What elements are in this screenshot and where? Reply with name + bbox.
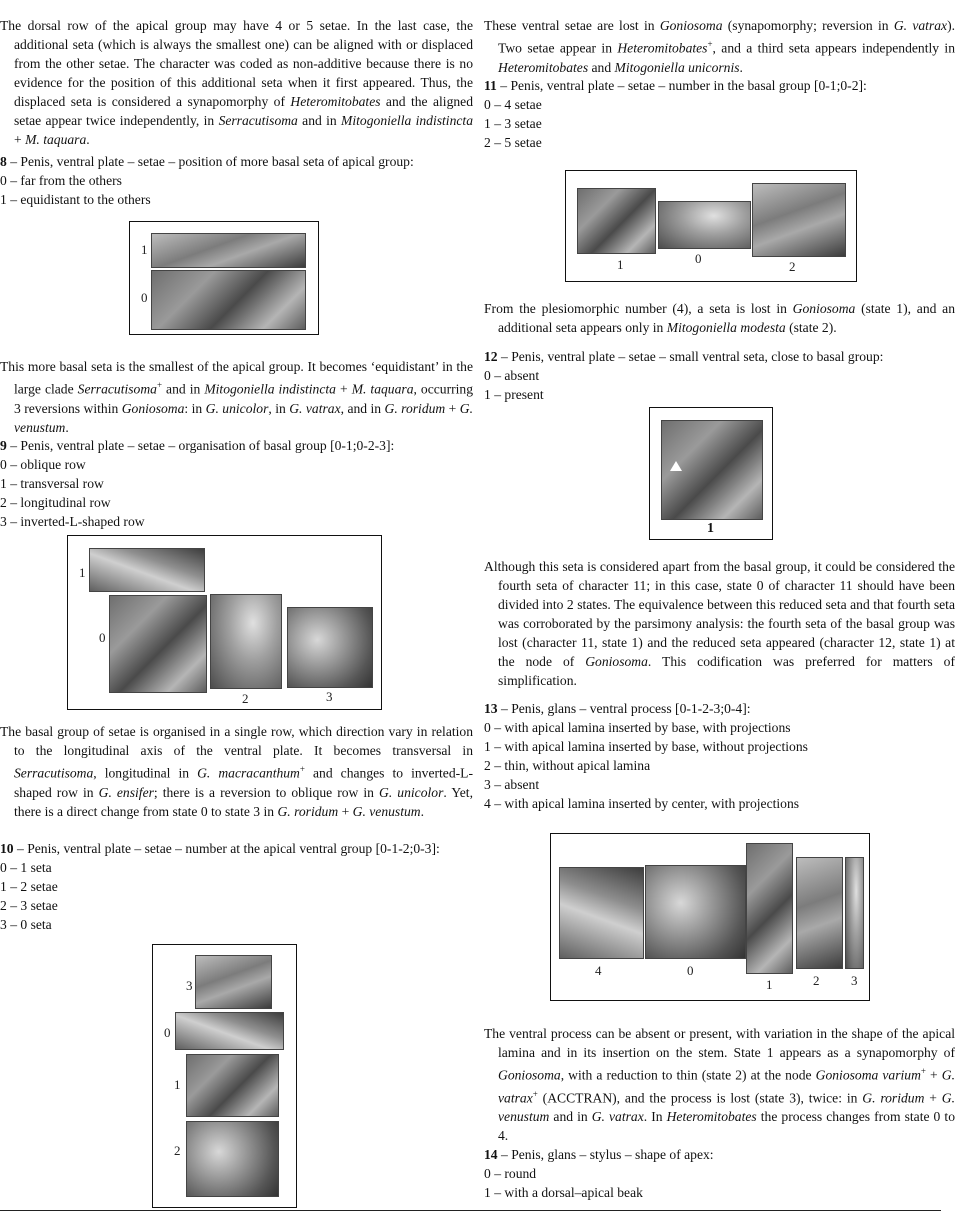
figure-label: 1 bbox=[141, 242, 148, 257]
superscript: + bbox=[532, 1088, 538, 1099]
text-run: and in bbox=[549, 1109, 592, 1125]
italic-text: Serracutisoma bbox=[14, 765, 94, 781]
text-run: ). Two setae appear in bbox=[498, 18, 955, 56]
figure-label: 1 bbox=[79, 565, 86, 580]
italic-text: M. taquara bbox=[25, 132, 87, 147]
figure-label: 3 bbox=[326, 689, 333, 704]
state-2: 2 – thin, without apical lamina bbox=[484, 758, 651, 773]
state-4: 4 – with apical lamina inserted by center, with projections bbox=[484, 796, 800, 811]
figure-character-13 bbox=[550, 833, 870, 1001]
intro-paragraph-right bbox=[484, 16, 955, 77]
character-9 bbox=[0, 436, 459, 531]
text-run: and in bbox=[297, 113, 342, 128]
figure-label: 1 bbox=[174, 1077, 181, 1092]
sem-photo bbox=[186, 1054, 279, 1117]
superscript: + bbox=[920, 1066, 926, 1076]
sem-photo bbox=[658, 201, 751, 249]
italic-text: Heteromitobates bbox=[290, 94, 381, 109]
figure-label: 2 bbox=[813, 973, 820, 988]
italic-text: Goniosoma bbox=[585, 654, 648, 669]
italic-text: G. unicolor bbox=[205, 400, 269, 416]
text-run: + bbox=[335, 381, 352, 397]
text-run: (state 2). bbox=[785, 320, 837, 335]
sem-photo bbox=[845, 857, 864, 969]
sem-photo bbox=[186, 1121, 279, 1197]
text-run: The basal group of setae is organised in a single row, which direction vary in relation to the longitudinal axis of the ventral plate. It becomes transversal in bbox=[0, 724, 473, 758]
state-2: 2 – 3 setae bbox=[0, 898, 58, 913]
text-run: and changes to inverted-L-shaped row in bbox=[14, 765, 473, 800]
italic-text: Goniosoma varium bbox=[815, 1067, 921, 1083]
sem-photo bbox=[151, 233, 306, 268]
text-run: (ACCTRAN), and the process is lost (state 3), twice: in bbox=[537, 1090, 863, 1106]
character-14 bbox=[484, 1145, 941, 1202]
figure-label: 2 bbox=[174, 1143, 181, 1158]
text-run: . In bbox=[643, 1109, 667, 1125]
discussion-character-9 bbox=[0, 722, 473, 821]
text-run: These ventral setae are lost in bbox=[484, 18, 660, 33]
sem-photo bbox=[752, 183, 846, 257]
sem-photo bbox=[746, 843, 793, 974]
italic-text: G. vatrax bbox=[591, 1109, 644, 1125]
figure-character-11 bbox=[565, 170, 857, 282]
character-number: 11 bbox=[484, 78, 497, 93]
state-0: 0 – absent bbox=[484, 368, 540, 383]
figure-label: 0 bbox=[695, 251, 702, 266]
text-run: + bbox=[14, 132, 26, 147]
figure-character-9 bbox=[67, 535, 382, 710]
state-1: 1 – present bbox=[484, 387, 544, 402]
sem-photo bbox=[89, 548, 205, 592]
character-8 bbox=[0, 152, 459, 209]
state-0: 0 – with apical lamina inserted by base, with projections bbox=[484, 720, 791, 735]
text-run: + bbox=[445, 400, 460, 416]
sem-photo bbox=[151, 270, 306, 330]
state-0: 0 – 1 seta bbox=[0, 860, 52, 875]
text-run: the process changes from state 0 to 4. bbox=[498, 1109, 955, 1144]
italic-text: M. taquara bbox=[351, 381, 414, 397]
text-run: . bbox=[420, 803, 425, 819]
italic-text: G. unicolor bbox=[379, 784, 444, 800]
sem-photo bbox=[287, 607, 373, 688]
arrow-icon bbox=[670, 461, 682, 471]
text-run: , in bbox=[268, 400, 290, 416]
text-run: The dorsal row of the apical group may have 4 or 5 setae. In the last case, the additional seta (which is always the smallest one) can be aligned with or displaced from the other setae. The character was coded as non-additive because there is no evidence for the position of this additional seta when it first appeared. Thus, the displaced seta is considered a synapomorphy of bbox=[0, 18, 473, 109]
text-run: , with a reduction to thin (state 2) at the node bbox=[560, 1067, 816, 1083]
italic-text: Serracutisoma bbox=[77, 381, 157, 397]
text-run: ; there is a reversion to oblique row in bbox=[153, 784, 380, 800]
character-title: – Penis, ventral plate – setae – number in the basal group [0-1;0-2]: bbox=[496, 78, 867, 93]
text-run: . bbox=[86, 132, 90, 147]
figure-label: 3 bbox=[851, 973, 858, 988]
superscript: + bbox=[156, 380, 163, 390]
character-11 bbox=[484, 76, 941, 152]
figure-label: 0 bbox=[687, 963, 694, 978]
text-run: and the aligned setae appear twice independently, in bbox=[14, 94, 473, 128]
figure-character-10 bbox=[152, 944, 297, 1208]
text-run: . bbox=[739, 59, 743, 75]
character-number: 10 bbox=[0, 841, 14, 856]
character-title: – Penis, glans – ventral process [0-1-2-3;0-4]: bbox=[497, 701, 751, 716]
text-run: . This codification was preferred for matters of simplification. bbox=[498, 654, 955, 688]
character-title: – Penis, ventral plate – setae – position of more basal seta of apical group: bbox=[6, 154, 414, 169]
text-run: + bbox=[924, 1090, 942, 1106]
italic-text: Goniosoma bbox=[792, 301, 856, 316]
italic-text: Mitogoniella indistincta bbox=[341, 113, 473, 128]
sem-photo bbox=[661, 420, 763, 520]
italic-text: G. roridum bbox=[277, 803, 339, 819]
italic-text: G. venustum bbox=[14, 400, 474, 435]
italic-text: Mitogoniella modesta bbox=[666, 320, 786, 335]
figure-label: 1 bbox=[617, 257, 624, 272]
italic-text: Mitogoniella indistincta bbox=[204, 381, 336, 397]
state-1: 1 – with a dorsal–apical beak bbox=[484, 1185, 643, 1200]
sem-photo bbox=[109, 595, 207, 693]
text-run: and bbox=[588, 59, 615, 75]
figure-label: 2 bbox=[789, 259, 796, 274]
discussion-character-8 bbox=[0, 357, 473, 437]
figure-label: 1 bbox=[766, 977, 773, 992]
figure-character-8 bbox=[129, 221, 319, 335]
intro-paragraph-left bbox=[0, 16, 473, 149]
text-run: . bbox=[65, 419, 69, 435]
text-run: , longitudinal in bbox=[93, 765, 198, 781]
figure-label: 0 bbox=[141, 290, 148, 305]
character-number: 12 bbox=[484, 349, 498, 364]
character-title: – Penis, ventral plate – setae – small ventral seta, close to basal group: bbox=[497, 349, 884, 364]
text-run: Although this seta is considered apart from the basal group, it could be considered the fourth seta of character 11; in this case, state 0 of character 11 should have been divided into 2 states. The equivalence between this reduced seta and that fourth seta was corroborated by the parsimony analysis: the fourth seta of the basal group was lost (character 11, state 1) and the reduced seta appeared (character 12, state 1) at the node of bbox=[484, 559, 955, 669]
discussion-character-13 bbox=[484, 1024, 955, 1145]
italic-text: G. vatrax bbox=[498, 1067, 955, 1106]
figure-label: 1 bbox=[707, 521, 714, 536]
superscript: + bbox=[707, 39, 713, 49]
character-title: – Penis, ventral plate – setae – organisation of basal group [0-1;0-2-3]: bbox=[6, 438, 395, 453]
character-number: 9 bbox=[0, 438, 7, 453]
italic-text: G. ensifer bbox=[98, 784, 154, 800]
text-run: . Yet, there is a direct change from state 0 to state 3 in bbox=[14, 784, 473, 819]
state-0: 0 – 4 setae bbox=[484, 97, 542, 112]
italic-text: Heteromitobates bbox=[666, 1109, 757, 1125]
figure-label: 3 bbox=[186, 978, 193, 993]
character-number: 8 bbox=[0, 154, 7, 169]
state-2: 2 – 5 setae bbox=[484, 135, 542, 150]
state-3: 3 – absent bbox=[484, 777, 540, 792]
italic-text: Serracutisoma bbox=[218, 113, 298, 128]
text-run: , occurring 3 reversions within bbox=[14, 381, 473, 416]
italic-text: G. vatrax bbox=[893, 18, 948, 33]
sem-photo bbox=[577, 188, 656, 254]
state-0: 0 – far from the others bbox=[0, 173, 122, 188]
text-run: From the plesiomorphic number (4), a seta is lost in bbox=[484, 301, 793, 316]
text-run: + bbox=[925, 1067, 942, 1083]
italic-text: Mitogoniella unicornis bbox=[614, 59, 740, 75]
text-run: , and a third seta appears independently in bbox=[712, 40, 955, 56]
sem-photo bbox=[559, 867, 644, 959]
state-1: 1 – transversal row bbox=[0, 476, 104, 491]
bottom-rule bbox=[0, 1210, 941, 1211]
figure-label: 4 bbox=[595, 963, 602, 978]
italic-text: G. venustum bbox=[352, 803, 421, 819]
figure-label: 0 bbox=[164, 1025, 171, 1040]
italic-text: G. venustum bbox=[498, 1090, 955, 1125]
text-run: and in bbox=[162, 381, 205, 397]
sem-photo bbox=[796, 857, 843, 969]
state-1: 1 – with apical lamina inserted by base, without projections bbox=[484, 739, 808, 754]
character-10 bbox=[0, 839, 459, 934]
state-2: 2 – longitudinal row bbox=[0, 495, 111, 510]
text-run: + bbox=[338, 803, 353, 819]
italic-text: G. macracanthum bbox=[197, 765, 300, 781]
character-number: 14 bbox=[484, 1147, 498, 1162]
figure-label: 0 bbox=[99, 630, 106, 645]
character-title: – Penis, ventral plate – setae – number at the apical ventral group [0-1-2;0-3]: bbox=[13, 841, 440, 856]
figure-character-12 bbox=[649, 407, 773, 540]
state-3: 3 – 0 seta bbox=[0, 917, 52, 932]
sem-photo bbox=[175, 1012, 284, 1050]
text-run: This more basal seta is the smallest of the apical group. It becomes ‘equidistant’ in the large clade bbox=[0, 359, 473, 397]
discussion-character-11 bbox=[484, 299, 955, 337]
state-0: 0 – round bbox=[484, 1166, 537, 1181]
text-run: : in bbox=[184, 400, 206, 416]
character-number: 13 bbox=[484, 701, 498, 716]
sem-photo bbox=[645, 865, 746, 959]
character-title: – Penis, glans – stylus – shape of apex: bbox=[497, 1147, 714, 1162]
state-3: 3 – inverted-L-shaped row bbox=[0, 514, 145, 529]
state-1: 1 – 3 setae bbox=[484, 116, 542, 131]
italic-text: Goniosoma bbox=[498, 1067, 561, 1083]
sem-photo bbox=[195, 955, 272, 1009]
figure-label: 2 bbox=[242, 691, 249, 706]
italic-text: Goniosoma bbox=[121, 400, 185, 416]
text-run: , and in bbox=[340, 400, 385, 416]
italic-text: G. roridum bbox=[862, 1090, 925, 1106]
state-0: 0 – oblique row bbox=[0, 457, 86, 472]
text-run: (synapomorphy; reversion in bbox=[722, 18, 894, 33]
discussion-character-12 bbox=[484, 557, 955, 690]
italic-text: Heteromitobates bbox=[498, 59, 589, 75]
italic-text: Heteromitobates bbox=[617, 40, 708, 56]
superscript: + bbox=[299, 764, 305, 774]
state-1: 1 – equidistant to the others bbox=[0, 192, 151, 207]
text-run: (state 1), and an additional seta appears only in bbox=[498, 301, 955, 335]
text-run: The ventral process can be absent or present, with variation in the shape of the apical lamina and in its insertion on the stem. State 1 appears as a synapomorphy of bbox=[484, 1026, 955, 1060]
italic-text: G. vatrax bbox=[289, 400, 341, 416]
italic-text: G. roridum bbox=[384, 400, 446, 416]
state-1: 1 – 2 setae bbox=[0, 879, 58, 894]
italic-text: Goniosoma bbox=[659, 18, 723, 33]
sem-photo bbox=[210, 594, 282, 689]
character-12 bbox=[484, 347, 941, 404]
character-13 bbox=[484, 699, 941, 813]
